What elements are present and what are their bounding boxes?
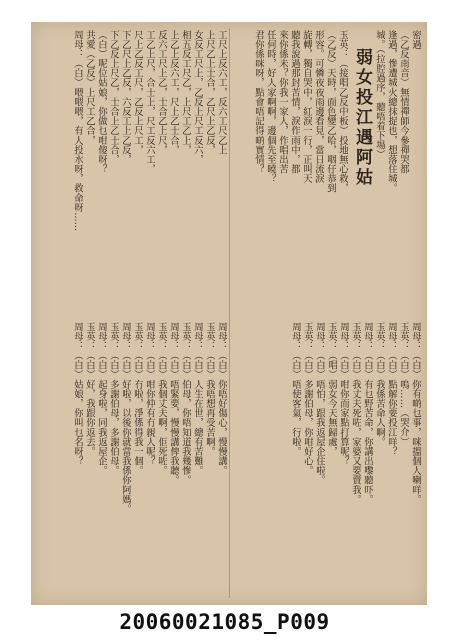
dialogue-column: 周母：（白）你唔好傷心，慢慢講。 (216, 322, 227, 476)
page-fold (229, 28, 230, 598)
dialogue-column: 玉英：（白）多謝伯母，你咁好心。 (302, 322, 313, 476)
text-column: 聽我說過那封苦情，淚作雨中，都 (289, 30, 300, 174)
dialogue-column: 玉英：（白）我唔想再受苦啊。 (204, 322, 215, 457)
text-column: 尺上乙反工尺，乙反上尺工， (132, 30, 143, 155)
dialogue-column: 玉英：（唱）弱女今天無歸處， (326, 322, 337, 457)
dialogue-column: 玉英：（白）我個丈夫啊，佢死咗。 (156, 322, 167, 476)
text-column: 任何時，好人家啊啊，邊個先至曉？ (265, 30, 276, 184)
text-column: 工乙上尺，合士上，尺工反六工， (144, 30, 155, 174)
left-page (39, 22, 227, 605)
dialogue-column: 周母：（白）你有啲乜事，咪搵個人喇咩。 (410, 322, 421, 505)
text-column: 密過 (410, 30, 421, 50)
text-column: 玉英：（接唱乙反中板）投地無心救， (337, 30, 348, 194)
dialogue-column: 周母：（白）好啦，以後你就當我係你阿媽。 (120, 322, 131, 514)
text-column: 反六工尺上乙，士合乙上尺， (156, 30, 167, 155)
dialogue-column: 玉英：（白）多謝伯母，多謝伯母。 (108, 322, 119, 476)
right-upper-block (231, 30, 421, 305)
text-column: 工尺上反六工，反六工尺乙上 (216, 30, 227, 155)
dialogue-column: 玉英：（白）嗚……（哭介） (398, 322, 409, 447)
right-page (231, 22, 421, 605)
left-lower-block (39, 322, 227, 592)
text-column: 女反工尺上，乙反上尺工反六， (192, 30, 203, 165)
dialogue-column: 周母：（白）咁你而家點打算呢？ (338, 322, 349, 466)
dialogue-column: 周母：（白）唔怕，跟我返屋企住啦。 (314, 322, 325, 486)
document-id-caption: 20060021085_P009 (119, 610, 330, 634)
text-column: 共愛（乙反）上尺工乙合， (84, 30, 95, 146)
text-column: 旋轉，獨自哭中，紅淚一行，正叫天 (301, 30, 312, 184)
dialogue-column: 周母：（白）人生在世，總有苦難。 (192, 322, 203, 476)
text-column: 下乙尺上乙反，六反工上乙反， (120, 30, 131, 165)
text-column: 城。（拉腔過序，聽唔着下場） (374, 30, 385, 160)
text-column: （乙反）天時，面色變乙哈，咽仔恭到 (325, 30, 336, 194)
dialogue-column: 玉英：（白）冇啦，淨係得我一個。 (132, 322, 143, 476)
text-column: 下乙反上尺乙，士合上乙士合， (108, 30, 119, 165)
dialogue-column: 周母：（白）唔緊要，慢慢講俾我聽。 (168, 322, 179, 486)
text-column: 形容。可憐夜夜雨邊看見，當日流淚 (313, 30, 324, 184)
right-lower-block (231, 322, 421, 592)
text-column: 上乙上反六工，尺上乙士合， (168, 30, 179, 155)
dialogue-column: 周母：（白）姑娘，你叫乜名呀？ (72, 322, 83, 466)
dialogue-column: 玉英：（白）我係苦命人啊。 (374, 322, 385, 447)
text-column: （乙反南音）無情禪師今參禪哭都 (398, 30, 409, 174)
text-column: 君你係咪呀，點會唔記得啲實情？ (253, 30, 264, 174)
text-column: 相五反工尺乙，上尺工乙上， (180, 30, 191, 155)
dialogue-column: 周母：（白）咁你仲有冇親人呢？ (144, 322, 155, 466)
dialogue-column: 周母：（白）點解你要投江咩？ (386, 322, 397, 457)
dialogue-column: 玉英：（白）我丈夫死咗，家婆又要賣我。 (350, 322, 361, 505)
text-column: 周母：（白）喂喂喂，有人投水呀，救命呀…… (72, 30, 83, 232)
dialogue-column: 玉英：（白）伯母，你唔知道我幾慘。 (180, 322, 191, 486)
dialogue-column: 周母：（白）唔使客氣，行啦。 (290, 322, 301, 457)
scene-title: 弱女投江遇阿姑 (352, 48, 372, 188)
text-column: 上尺乙上士合，乙尺上乙反， (204, 30, 215, 155)
dialogue-column: 周母：（白）有乜野苦命，你講出嚟聽吓。 (362, 322, 373, 505)
script-sheet (31, 22, 427, 605)
left-upper-block (39, 30, 227, 305)
dialogue-column: 玉英：（白）好，我跟你返去。 (84, 322, 95, 457)
text-column: （白）呢位姑娘，你做乜咁傻呀？ (96, 30, 107, 174)
text-column: 逢過，慘遭城火總抹捉也，想落住城。 (386, 30, 397, 194)
text-column: 來你係未？你我一家人，作唱出苦 (277, 30, 288, 174)
dialogue-column: 周母：（白）起身啦，同我返屋企。 (96, 322, 107, 476)
